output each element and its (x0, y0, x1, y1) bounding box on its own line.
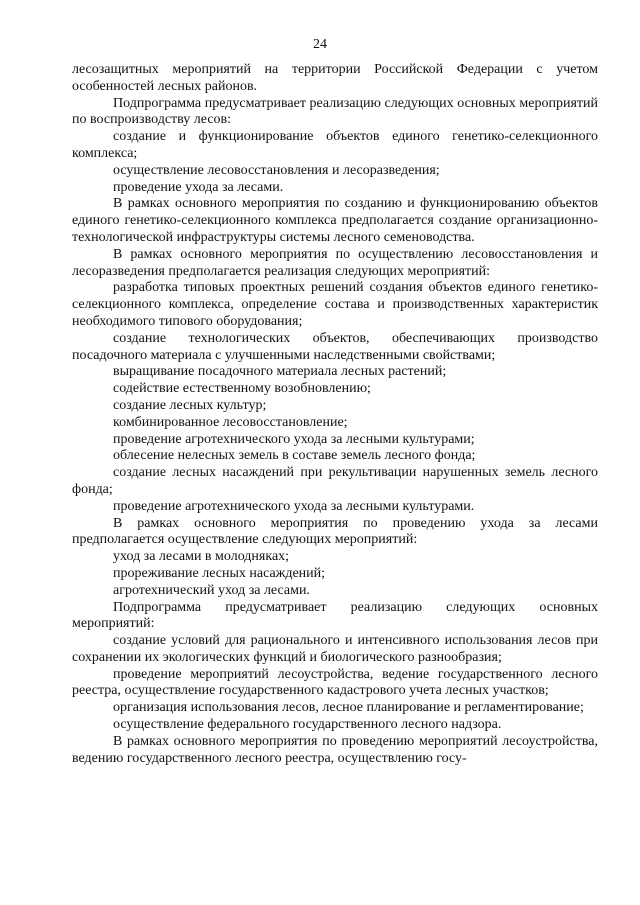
paragraph: проведение агротехнического ухода за лесными культурами. (113, 498, 475, 514)
paragraph: уход за лесами в молодняках; (113, 549, 290, 565)
paragraph: создание условий для рационального и интенсивного использования лесов при сохранении их экологических функций и биологического разнообразия; (72, 633, 598, 665)
paragraph: выращивание посадочного материала лесных растений; (113, 364, 447, 380)
paragraph: В рамках основного мероприятия по осуществлению лесовосстановления и лесоразведения предполагается реализация следующих мероприятий: (72, 246, 598, 279)
paragraph: проведение агротехнического ухода за лесными культурами; (113, 431, 475, 447)
paragraph: создание лесных культур; (113, 397, 267, 413)
paragraph: проведение мероприятий лесоустройства, ведение государственного лесного реестра, осуществление государственного кадастрового учета лесных участков; (72, 666, 598, 699)
paragraph: агротехнический уход за лесами. (113, 582, 310, 598)
paragraph: организация использования лесов, лесное планирование и регламентирование; (113, 700, 584, 716)
paragraph: разработка типовых проектных решений создания объектов единого генетико-селекционного комплекса, определение состава и производственных характеристик необходимого типового оборудования; (72, 280, 598, 329)
paragraph: облесение нелесных земель в составе земель лесного фонда; (113, 448, 476, 464)
document-body (72, 62, 598, 767)
paragraph: создание технологических объектов, обеспечивающих производство посадочного материала с улучшенными наследственными свойствами; (72, 330, 598, 363)
paragraph: прореживание лесных насаждений; (113, 565, 326, 581)
paragraph: комбинированное лесовосстановление; (113, 414, 348, 430)
paragraph: Подпрограмма предусматривает реализацию следующих основных мероприятий по воспроизводству лесов: (72, 95, 598, 128)
page-number: 24 (313, 37, 327, 52)
paragraph: В рамках основного мероприятия по проведению мероприятий лесоустройства, ведению государственного лесного реестра, осуществлению госу- (72, 733, 598, 766)
paragraph: В рамках основного мероприятия по созданию и функционированию объектов единого генетико-селекционного комплекса предполагается создание организационно-технологической инфраструктуры системы лесного семеноводства. (72, 196, 598, 245)
paragraph: В рамках основного мероприятия по проведению ухода за лесами предполагается осуществление следующих мероприятий: (72, 515, 598, 548)
paragraph: создание лесных насаждений при рекультивации нарушенных земель лесного фонда; (72, 465, 598, 497)
paragraph: создание и функционирование объектов единого генетико-селекционного комплекса; (72, 129, 598, 161)
paragraph: Подпрограмма предусматривает реализацию следующих основных мероприятий: (72, 599, 598, 632)
paragraph: содействие естественному возобновлению; (113, 381, 371, 397)
paragraph: проведение ухода за лесами. (113, 179, 284, 195)
paragraph: осуществление лесовосстановления и лесоразведения; (113, 162, 440, 178)
paragraph: лесозащитных мероприятий на территории Российской Федерации с учетом особенностей лесных районов. (72, 62, 598, 94)
paragraph: осуществление федерального государственного лесного надзора. (113, 717, 502, 733)
